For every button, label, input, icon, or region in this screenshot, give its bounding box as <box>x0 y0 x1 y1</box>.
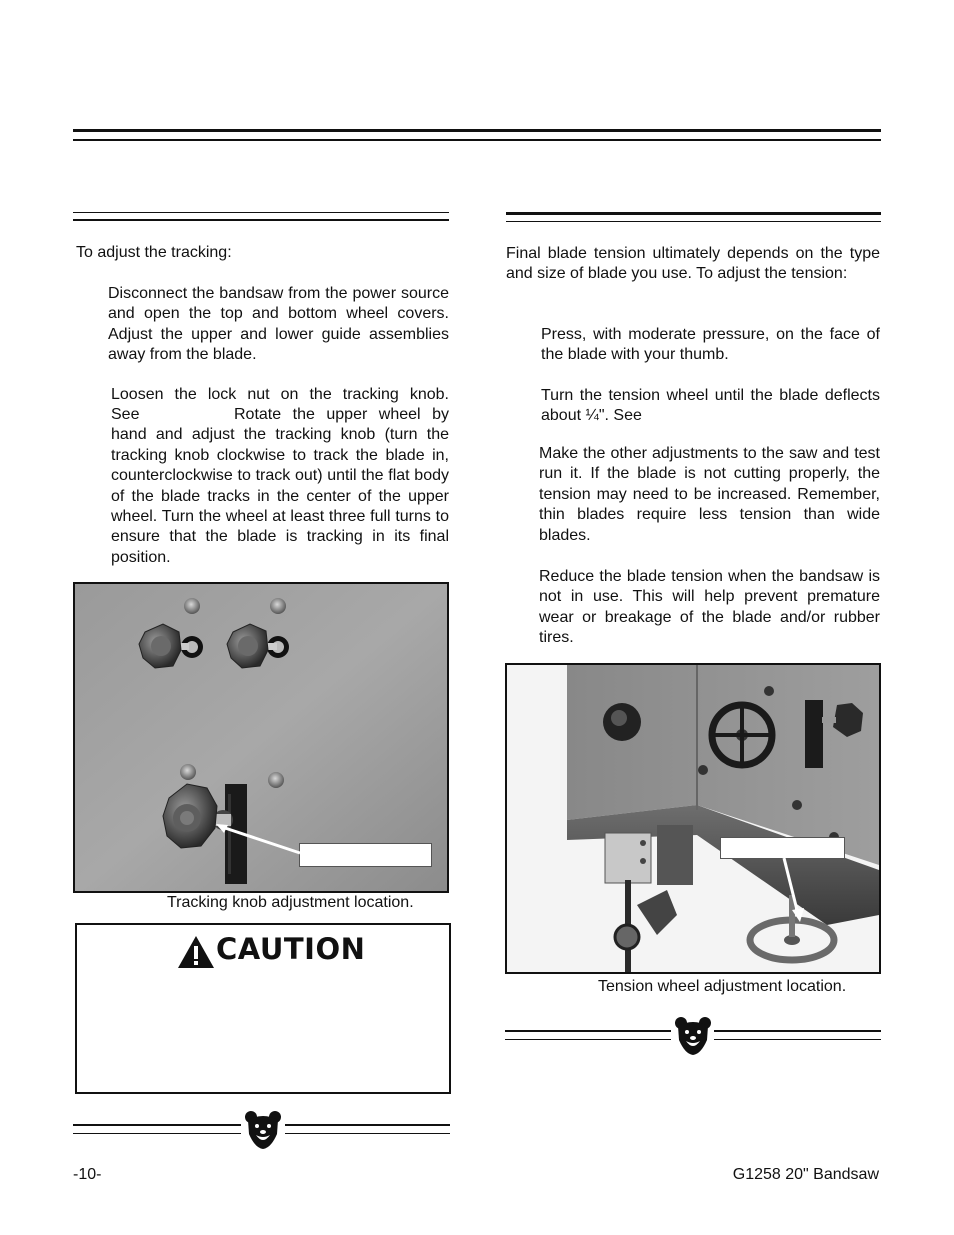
tension-figure-caption: Tension wheel adjustment location. <box>598 978 847 995</box>
tension-intro: Final blade tension ultimately depends on the type and size of blade you use. To adjust the tension: <box>506 245 880 283</box>
tension-wheel-photo <box>505 663 881 974</box>
left-section-rule-bottom <box>73 219 449 221</box>
caution-title: CAUTION <box>216 932 366 966</box>
tracking-figure-caption: Tracking knob adjustment location. <box>167 894 414 911</box>
header-rule-thin <box>73 139 881 141</box>
left-section-rule-top <box>73 212 449 213</box>
right-divider-rule-top <box>505 1030 671 1032</box>
page-number: -10- <box>73 1166 102 1183</box>
header-rule-thick <box>73 129 881 132</box>
left-divider-rule-top <box>73 1124 241 1126</box>
left-divider-rule-bottom <box>73 1133 241 1134</box>
tension-step-2: Turn the tension wheel until the blade deflects about ¼". See <box>541 387 880 425</box>
warning-triangle-icon <box>176 934 216 970</box>
right-divider-rule-bottom <box>505 1039 671 1040</box>
right-divider-rule-top-right <box>714 1030 881 1032</box>
tracking-step-1: Disconnect the bandsaw from the power source and open the top and bottom wheel covers. Adjust the upper and lower guide assemblies away from the blade. <box>108 285 449 364</box>
model-name: G1258 20" Bandsaw <box>732 1166 879 1183</box>
right-section-rule-bottom <box>506 221 881 222</box>
left-divider-rule-top-right <box>285 1124 450 1126</box>
right-divider-rule-bottom-right <box>714 1039 881 1040</box>
tension-step-4: Reduce the blade tension when the bandsaw is not in use. This will help prevent premature wear or breakage of the blade and/or rubber tires. <box>539 568 880 647</box>
left-divider-rule-bottom-right <box>285 1133 450 1134</box>
tracking-intro: To adjust the tracking: <box>76 244 232 261</box>
tension-wheel-callout-arrow <box>770 856 810 926</box>
tracking-step-2-rest-text: Rotate the upper wheel by hand and adjust the tracking knob (turn the tracking knob clockwise to track the blade in, counterclockwise to track out) until the flat body of the blade tracks in the center of the upper wheel. Turn the wheel at least three full turns to ensure that the blade is tracking in its final position. <box>111 406 449 566</box>
right-section-rule-top <box>506 212 881 215</box>
bear-logo-icon <box>244 1110 282 1150</box>
tracking-knob-callout-label <box>299 843 432 867</box>
bear-logo-icon <box>674 1016 712 1056</box>
tracking-knob-callout-arrow <box>210 815 310 860</box>
tracking-step-2-rest <box>111 405 449 568</box>
tracking-step-2-see: See <box>111 406 140 423</box>
tension-step-3: Make the other adjustments to the saw and test run it. If the blade is not cutting properly, the tension may need to be increased. Remember, thin blades require less tension than wide blades. <box>539 445 880 544</box>
tension-step-1: Press, with moderate pressure, on the face of the blade with your thumb. <box>541 326 880 364</box>
tracking-step-2-line1: Loosen the lock nut on the tracking knob. <box>111 386 449 403</box>
